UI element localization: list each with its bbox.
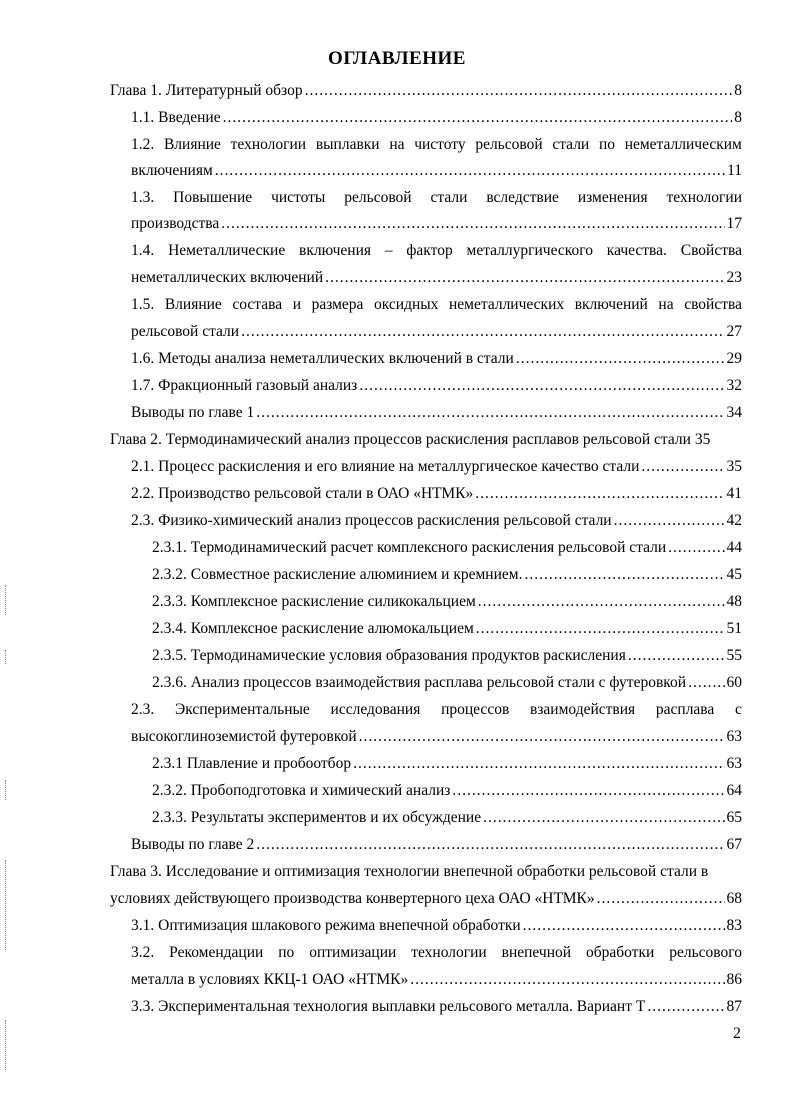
toc-entry-text: включениям: [131, 162, 213, 179]
toc-entry-text: 2.2. Производство рельсовой стали в ОАО «НТМК»: [131, 485, 474, 502]
toc-entry-chapter-1[interactable]: [110, 80, 742, 102]
toc-entry-3-2[interactable]: [131, 969, 742, 991]
toc-entry-text: высокоглиноземистой футеровкой: [131, 728, 357, 745]
toc-entry-text: 2.3.2. Пробоподготовка и химический анализ: [152, 782, 451, 799]
toc-entry-2-3-4[interactable]: [152, 618, 742, 640]
toc-entry-page: 63: [726, 755, 742, 772]
toc-entry-1-4[interactable]: [131, 267, 742, 289]
page-title: ОГЛАВЛЕНИЕ: [328, 48, 466, 69]
toc-entry-1-5-first-line: 1.5. Влияние состава и размера оксидных неметаллических включений на свойства: [131, 296, 742, 313]
toc-entry-1-1[interactable]: [131, 107, 742, 129]
toc-entry-page: 34: [726, 404, 742, 421]
toc-entry-2-3-3[interactable]: [152, 591, 742, 613]
toc-entry-page: 86: [726, 971, 742, 988]
toc-entry-2-3-1-exp[interactable]: [152, 753, 742, 775]
toc-entry-2-3-2-exp[interactable]: [152, 780, 742, 802]
toc-entry-2-3-5[interactable]: [152, 645, 742, 667]
toc-entry-text: 1.6. Методы анализа неметаллических включений в стали: [131, 350, 514, 367]
toc-entry-page: 67: [726, 836, 742, 853]
toc-entry-1-3-first-line: 1.3. Повышение чистоты рельсовой стали вследствие изменения технологии: [131, 189, 742, 206]
toc-entry-text: 2.3.3. Результаты экспериментов и их обсуждение: [152, 809, 482, 826]
toc-entry-2-2[interactable]: [131, 483, 742, 505]
toc-entry-page: 35: [726, 458, 742, 475]
scan-margin-mark: [5, 860, 8, 950]
toc-entry-2-3-exp-first-line: 2.3. Экспериментальные исследования процессов взаимодействия расплава с: [131, 701, 742, 718]
scan-margin-mark: [5, 585, 8, 615]
toc-entry-text: рельсовой стали: [131, 323, 240, 340]
toc-entry-1-5[interactable]: [131, 321, 742, 343]
toc-entry-page: 29: [726, 350, 742, 367]
toc-entry-text: Глава 2. Термодинамический анализ процессов раскисления расплавов рельсовой стали: [110, 431, 691, 448]
toc-entry-text: 2.3.2. Совместное раскисление алюминием и кремнием.: [152, 566, 523, 583]
toc-entry-page: 8: [734, 109, 742, 126]
toc-entry-text: 2.1. Процесс раскисления и его влияние на металлургическое качество стали: [131, 458, 640, 475]
scan-margin-mark: [5, 780, 8, 800]
toc-entry-page: 23: [726, 269, 742, 286]
toc-entry-page: 51: [726, 620, 742, 637]
toc-entry-3-1[interactable]: [131, 915, 742, 937]
toc-entry-text: 2.3.6. Анализ процессов взаимодействия расплава рельсовой стали с футеровкой: [152, 674, 687, 691]
toc-entry-page: 63: [726, 728, 742, 745]
toc-entry-page: 60: [726, 674, 742, 691]
toc-entry-2-3-2[interactable]: [152, 564, 742, 586]
scan-margin-mark: [5, 1020, 8, 1070]
toc-entry-page: 68: [726, 890, 742, 907]
toc-entry-text: 1.7. Фракционный газовый анализ: [131, 377, 358, 394]
toc-entry-1-6[interactable]: [131, 348, 742, 370]
toc-entry-1-7[interactable]: [131, 375, 742, 397]
scan-margin-mark: [5, 650, 8, 664]
toc-entry-page: 11: [727, 162, 742, 179]
toc-entry-1-2[interactable]: [131, 160, 742, 182]
toc-entry-page: 42: [726, 512, 742, 529]
toc-entry-chapter-2[interactable]: [110, 429, 742, 451]
toc-entry-text: металла в условиях ККЦ-1 ОАО «НТМК»: [131, 971, 409, 988]
toc-entry-1-4-first-line: 1.4. Неметаллические включения – фактор металлургического качества. Свойства: [131, 242, 742, 259]
toc-entry-page: 35: [694, 431, 711, 448]
toc-entry-page: 44: [726, 539, 742, 556]
toc-entry-text: условиях действующего производства конвертерного цеха ОАО «НТМК»: [110, 890, 595, 907]
toc-entry-page: 65: [726, 809, 742, 826]
toc-entry-page: 64: [726, 782, 742, 799]
toc-entry-text: 3.1. Оптимизация шлакового режима внепечной обработки: [131, 917, 521, 934]
toc-entry-text: 2.3.4. Комплексное раскисление алюмокальцием: [152, 620, 474, 637]
toc-entry-2-3-exp[interactable]: [131, 726, 742, 748]
toc-entry-chapter-3[interactable]: [110, 888, 742, 910]
toc-entry-text: 2.3.3. Комплексное раскисление силикокальцием: [152, 593, 476, 610]
toc-entry-text: производства: [131, 215, 220, 232]
toc-entry-text: 2.3.1. Термодинамический расчет комплексного раскисления рельсовой стали: [152, 539, 667, 556]
toc-entry-page: 45: [726, 566, 742, 583]
toc-entry-3-3[interactable]: [131, 996, 742, 1018]
toc-entry-2-3-1[interactable]: [152, 537, 742, 559]
toc-entry-page: 48: [726, 593, 742, 610]
toc-entry-2-3-3-exp[interactable]: [152, 807, 742, 829]
toc-entry-text: 2.3.5. Термодинамические условия образования продуктов раскисления: [152, 647, 626, 664]
toc-entry-page: 87: [726, 998, 742, 1015]
toc-entry-1-3[interactable]: [131, 213, 742, 235]
toc-entry-3-2-first-line: 3.2. Рекомендации по оптимизации технологии внепечной обработки рельсового: [131, 944, 742, 961]
page-number: 2: [733, 1025, 741, 1042]
toc-entry-text: 2.3. Физико-химический анализ процессов раскисления рельсовой стали: [131, 512, 612, 529]
toc-entry-page: 83: [726, 917, 742, 934]
toc-entry-text: 2.3.1 Плавление и пробоотбор: [152, 755, 352, 772]
toc-entry-page: 55: [726, 647, 742, 664]
toc-entry-conclusions-1[interactable]: [131, 402, 742, 424]
toc-entry-1-2-first-line: 1.2. Влияние технологии выплавки на чистоту рельсовой стали по неметаллическим: [131, 136, 742, 153]
toc-entry-page: 32: [726, 377, 742, 394]
toc-entry-text: Выводы по главе 2: [131, 836, 255, 853]
toc-entry-2-1[interactable]: [131, 456, 742, 478]
toc-entry-page: 8: [734, 82, 742, 99]
toc-entry-text: Выводы по главе 1: [131, 404, 255, 421]
toc-entry-text: 1.1. Введение: [131, 109, 221, 126]
toc-entry-page: 41: [726, 485, 742, 502]
toc-entry-text: Глава 1. Литературный обзор: [110, 82, 303, 99]
toc-entry-page: 27: [726, 323, 742, 340]
toc-entry-page: 17: [726, 215, 742, 232]
toc-entry-2-3-6[interactable]: [152, 672, 742, 694]
toc-entry-conclusions-2[interactable]: [131, 834, 742, 856]
toc-entry-chapter-3-first-line: Глава 3. Исследование и оптимизация технологии внепечной обработки рельсовой стали в: [110, 863, 709, 880]
toc-entry-text: 3.3. Экспериментальная технология выплавки рельсового металла. Вариант Т: [131, 998, 646, 1015]
toc-entry-text: неметаллических включений: [131, 269, 324, 286]
toc-entry-2-3[interactable]: [131, 510, 742, 532]
